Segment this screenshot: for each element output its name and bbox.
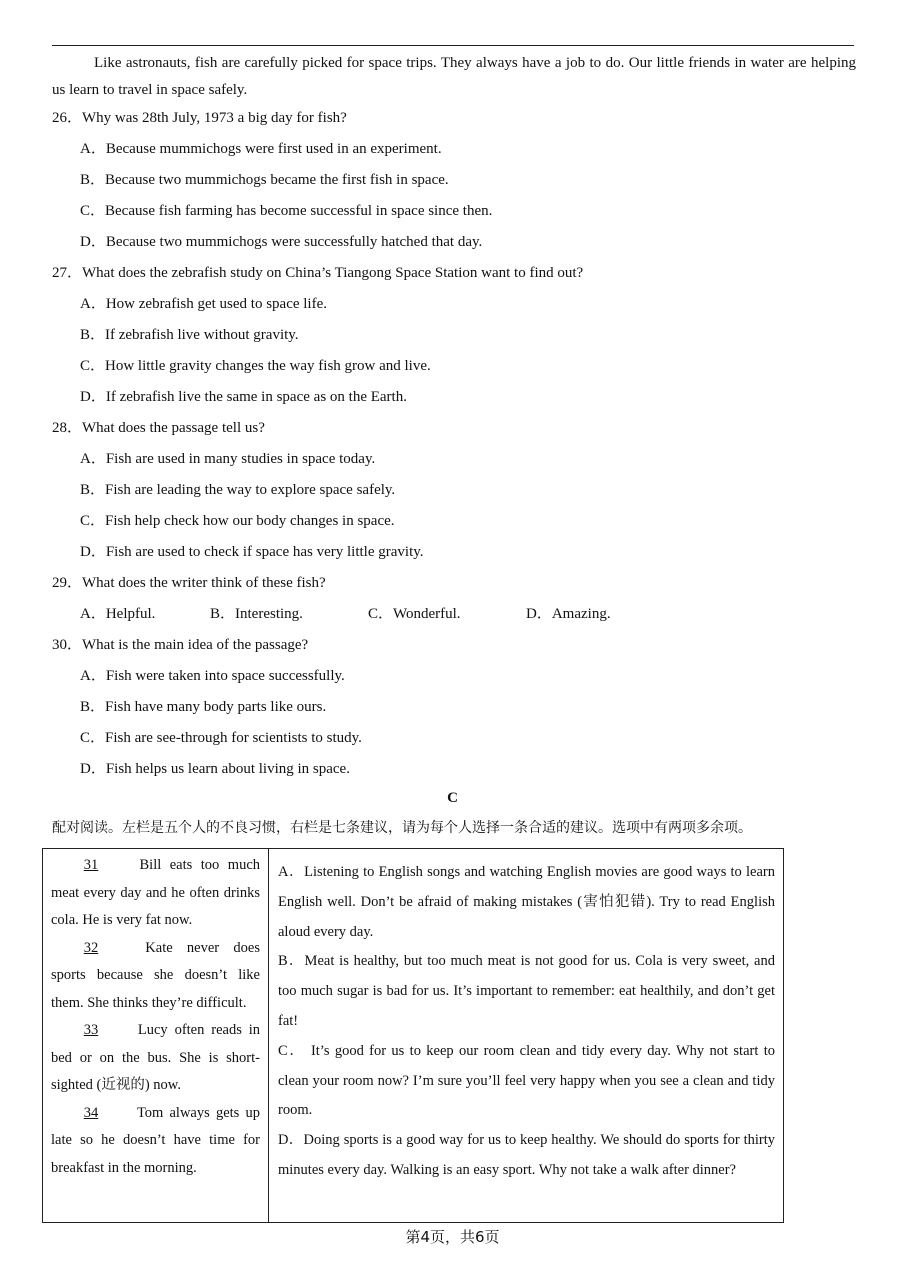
option-26b: B．Because two mummichogs became the first fish in space. — [80, 172, 449, 188]
answer-blank-34[interactable]: 34 — [83, 1104, 99, 1121]
habit-item-33 — [51, 1017, 260, 1100]
section-instruction: 配对阅读。左栏是五个人的不良习惯，右栏是七条建议，请为每个人选择一条合适的建议。选项中有两项多余项。 — [52, 820, 752, 836]
section-title: C — [447, 790, 458, 806]
habits-column — [51, 852, 260, 1182]
advice-item-d: D．Doing sports is a good way for us to keep healthy. We should do sports for thirty minutes every day. Walking is an easy sport. Why not take a walk after dinner? — [278, 1132, 775, 1178]
option-28b: B．Fish are leading the way to explore space safely. — [80, 482, 396, 498]
option-30c: C．Fish are see-through for scientists to study. — [80, 730, 362, 746]
option-26a: A．Because mummichogs were first used in an experiment. — [80, 141, 442, 157]
option-30b: B．Fish have many body parts like ours. — [80, 699, 327, 715]
option-28c: C．Fish help check how our body changes in space. — [80, 513, 395, 529]
advice-item-b: B．Meat is healthy, but too much meat is not good for us. Cola is very sweet, and too much sugar is bad for us. It’s important to remember: eat healthily, and don’t get fat! — [278, 953, 775, 1029]
question-29: 29．What does the writer think of these fish? — [52, 575, 326, 591]
habit-text: Lucy often reads in bed or on the bus. She is short-sighted (近视的) now. — [51, 1022, 260, 1093]
intro-paragraph: Like astronauts, fish are carefully picked for space trips. They always have a job to do. Our little friends in water are helping us learn to travel in space safely. — [52, 55, 856, 98]
habit-item-32 — [51, 935, 260, 1018]
option-29a: A．Helpful. — [80, 606, 156, 622]
habit-text: Tom always gets up late so he doesn’t have time for breakfast in the morning. — [51, 1104, 260, 1176]
option-29b: B．Interesting. — [210, 606, 303, 622]
question-30: 30．What is the main idea of the passage? — [52, 637, 309, 653]
option-27c: C．How little gravity changes the way fish grow and live. — [80, 358, 431, 374]
option-26c: C．Because fish farming has become successful in space since then. — [80, 203, 493, 219]
answer-blank-33[interactable]: 33 — [83, 1022, 99, 1038]
advice-column — [278, 858, 775, 1186]
option-30d: D．Fish helps us learn about living in space. — [80, 761, 350, 777]
option-27a: A．How zebrafish get used to space life. — [80, 296, 328, 312]
habit-item-34 — [51, 1100, 260, 1183]
habit-item-31 — [51, 852, 260, 935]
top-rule — [52, 45, 854, 46]
option-29d: D．Amazing. — [526, 606, 611, 622]
page-footer: 第4页，共6页 — [405, 1228, 500, 1246]
question-26: 26．Why was 28th July, 1973 a big day for fish? — [52, 110, 347, 126]
question-28: 28．What does the passage tell us? — [52, 420, 265, 436]
advice-item-a: A．Listening to English songs and watching English movies are good ways to learn English well. Don’t be afraid of making mistakes (害怕犯错). Try to read English aloud every day. — [278, 864, 775, 940]
habit-text: Bill eats too much meat every day and he often drinks cola. He is very fat now. — [51, 857, 261, 928]
advice-item-c: C． It’s good for us to keep our room clean and tidy every day. Why not start to clean your room now? I’m sure you’ll feel very happy when you see a clean and tidy room. — [278, 1042, 775, 1119]
option-27d: D．If zebrafish live the same in space as on the Earth. — [80, 389, 407, 405]
answer-blank-32[interactable]: 32 — [83, 939, 99, 956]
answer-blank-31[interactable]: 31 — [83, 857, 99, 873]
option-26d: D．Because two mummichogs were successfully hatched that day. — [80, 234, 483, 250]
option-28d: D．Fish are used to check if space has very little gravity. — [80, 544, 424, 560]
option-27b: B．If zebrafish live without gravity. — [80, 327, 299, 343]
habit-text: Kate never does sports because she doesn’t like them. She thinks they’re difficult. — [51, 939, 260, 1011]
question-27: 27．What does the zebrafish study on China’s Tiangong Space Station want to find out? — [52, 265, 584, 281]
table-divider — [268, 848, 269, 1223]
option-29c: C．Wonderful. — [368, 606, 461, 622]
option-28a: A．Fish are used in many studies in space today. — [80, 451, 376, 467]
option-30a: A．Fish were taken into space successfully. — [80, 668, 345, 684]
